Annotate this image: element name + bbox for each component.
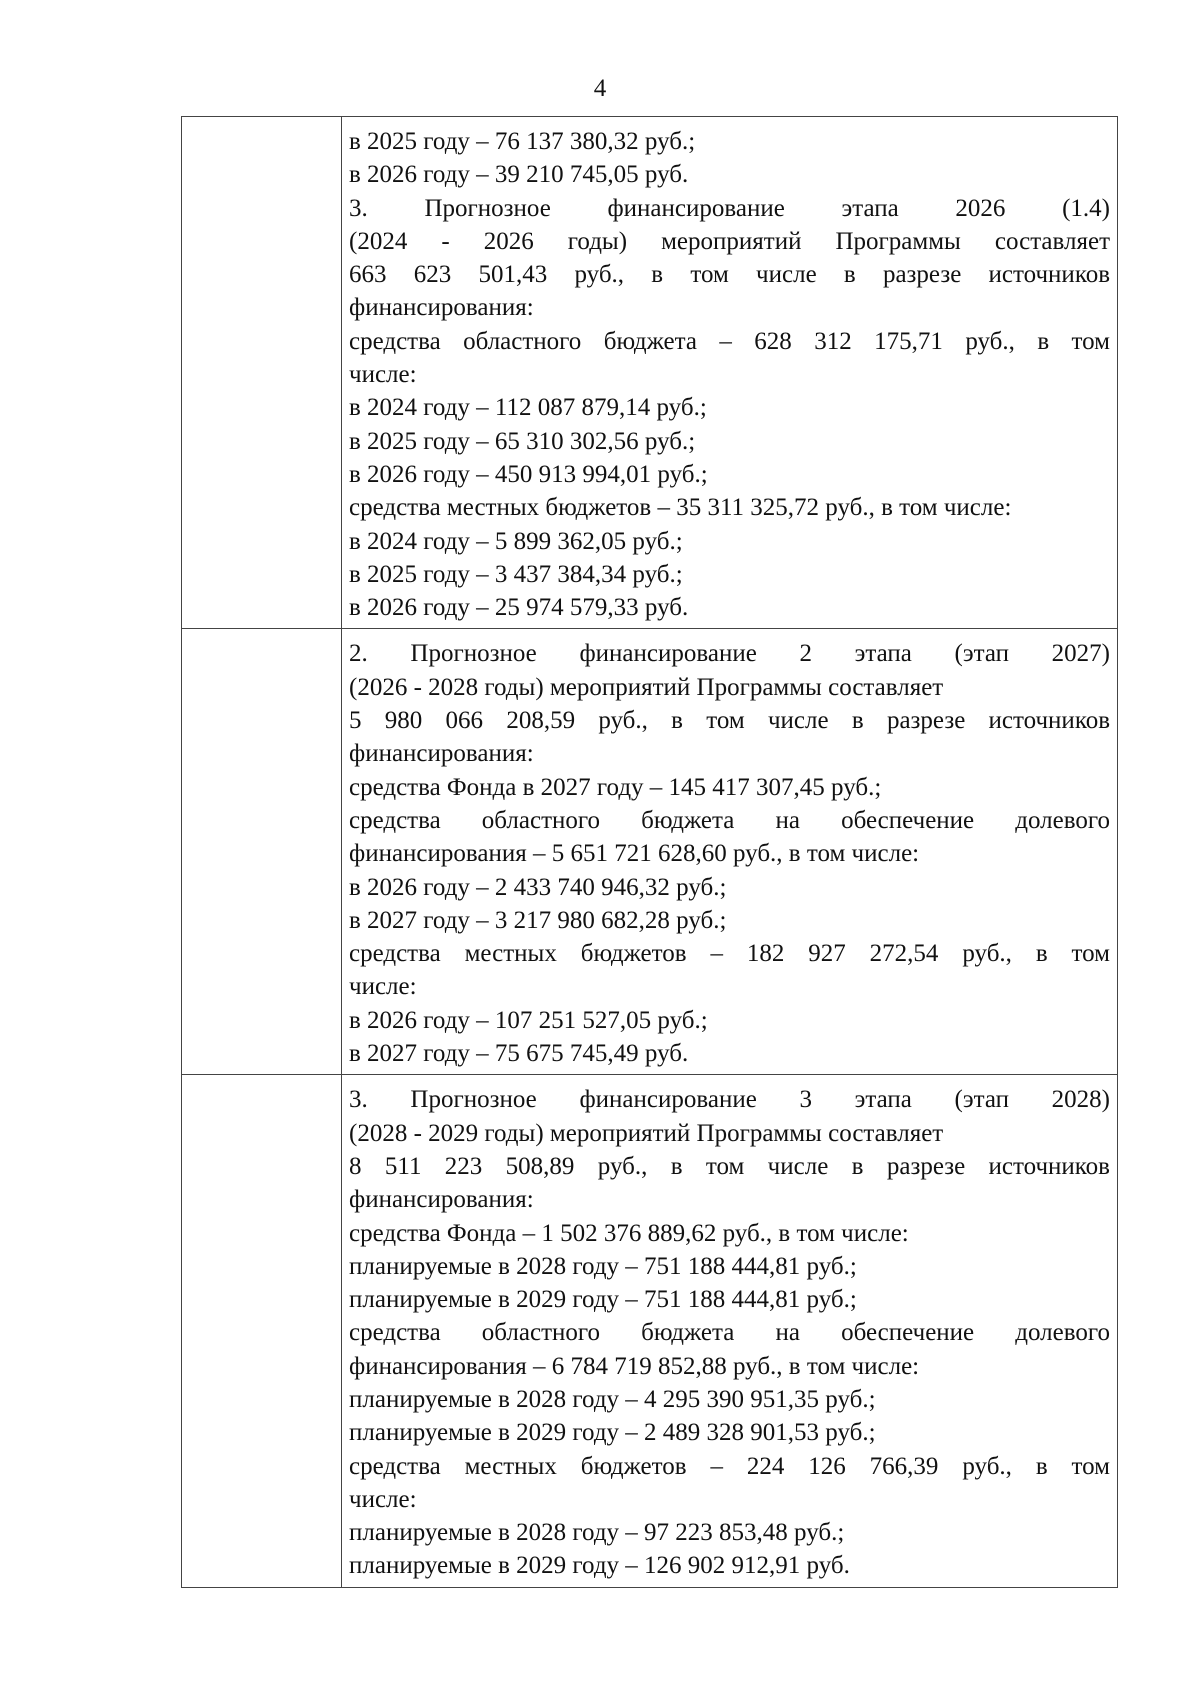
text-line: 8 511 223 508,89 руб., в том числе в разрезе источников	[349, 1152, 1110, 1180]
text-line: средства областного бюджета – 628 312 175,71 руб., в том	[349, 327, 1110, 355]
text-line: в 2025 году – 65 310 302,56 руб.;	[349, 427, 696, 455]
text-line: финансирования – 5 651 721 628,60 руб., в том числе:	[349, 840, 920, 868]
text-line: числе:	[349, 1485, 417, 1513]
text-line: 2. Прогнозное финансирование 2 этапа (этап 2027)	[349, 640, 1110, 668]
text-line: планируемые в 2028 году – 4 295 390 951,35 руб.;	[349, 1385, 876, 1413]
row-label-cell	[182, 1075, 342, 1587]
text-line: (2024 - 2026 годы) мероприятий Программы составляет	[349, 227, 1110, 255]
text-line: в 2026 году – 2 433 740 946,32 руб.;	[349, 873, 727, 901]
text-line: числе:	[349, 973, 417, 1001]
text-line: 3. Прогнозное финансирование 3 этапа (этап 2028)	[349, 1086, 1110, 1114]
row-content-cell	[342, 117, 1118, 629]
text-line: средства Фонда – 1 502 376 889,62 руб., в том числе:	[349, 1219, 909, 1247]
text-line: средства местных бюджетов – 35 311 325,72 руб., в том числе:	[349, 494, 1012, 522]
text-line: 3. Прогнозное финансирование этапа 2026 (1.4)	[349, 194, 1110, 222]
row-content-cell	[342, 1075, 1118, 1587]
table-row	[182, 629, 1118, 1075]
text-line: в 2025 году – 76 137 380,32 руб.;	[349, 128, 696, 155]
text-line: финансирования – 6 784 719 852,88 руб., в том числе:	[349, 1352, 920, 1380]
text-line: средства местных бюджетов – 224 126 766,39 руб., в том	[349, 1452, 1110, 1480]
row-label-cell	[182, 629, 342, 1075]
table-row	[182, 117, 1118, 629]
funding-table	[181, 116, 1118, 1588]
text-line: планируемые в 2028 году – 751 188 444,81 руб.;	[349, 1252, 857, 1280]
text-line: финансирования:	[349, 1186, 534, 1214]
text-line: в 2026 году – 39 210 745,05 руб.	[349, 161, 689, 189]
text-line: в 2027 году – 3 217 980 682,28 руб.;	[349, 906, 727, 934]
text-line: в 2026 году – 25 974 579,33 руб.	[349, 594, 689, 622]
text-line: числе:	[349, 361, 417, 389]
text-line: финансирования:	[349, 740, 534, 768]
text-line: средства Фонда в 2027 году – 145 417 307,45 руб.;	[349, 773, 882, 801]
text-line: (2026 - 2028 годы) мероприятий Программы составляет	[349, 673, 944, 701]
text-line: средства местных бюджетов – 182 927 272,54 руб., в том	[349, 940, 1110, 968]
text-line: средства областного бюджета на обеспечение долевого	[349, 806, 1110, 834]
text-line: 5 980 066 208,59 руб., в том числе в разрезе источников	[349, 707, 1110, 735]
text-line: планируемые в 2028 году – 97 223 853,48 руб.;	[349, 1519, 845, 1547]
text-line: в 2026 году – 107 251 527,05 руб.;	[349, 1006, 708, 1034]
text-line: планируемые в 2029 году – 751 188 444,81 руб.;	[349, 1286, 857, 1314]
text-line: в 2026 году – 450 913 994,01 руб.;	[349, 460, 708, 488]
row-label-cell	[182, 117, 342, 629]
row-content-cell	[342, 629, 1118, 1075]
table-row	[182, 1075, 1118, 1587]
text-line: средства областного бюджета на обеспечение долевого	[349, 1319, 1110, 1347]
text-line: планируемые в 2029 году – 126 902 912,91 руб.	[349, 1552, 850, 1580]
text-line: в 2027 году – 75 675 745,49 руб.	[349, 1040, 689, 1068]
text-line: 663 623 501,43 руб., в том числе в разрезе источников	[349, 261, 1110, 289]
text-line: в 2025 году – 3 437 384,34 руб.;	[349, 560, 683, 588]
funding-table-body	[182, 117, 1118, 1588]
text-line: финансирования:	[349, 294, 534, 322]
text-line: планируемые в 2029 году – 2 489 328 901,53 руб.;	[349, 1419, 876, 1447]
text-line: (2028 - 2029 годы) мероприятий Программы составляет	[349, 1119, 944, 1147]
text-line: в 2024 году – 112 087 879,14 руб.;	[349, 394, 707, 422]
page-number: 4	[593, 75, 607, 102]
text-line: в 2024 году – 5 899 362,05 руб.;	[349, 527, 683, 555]
